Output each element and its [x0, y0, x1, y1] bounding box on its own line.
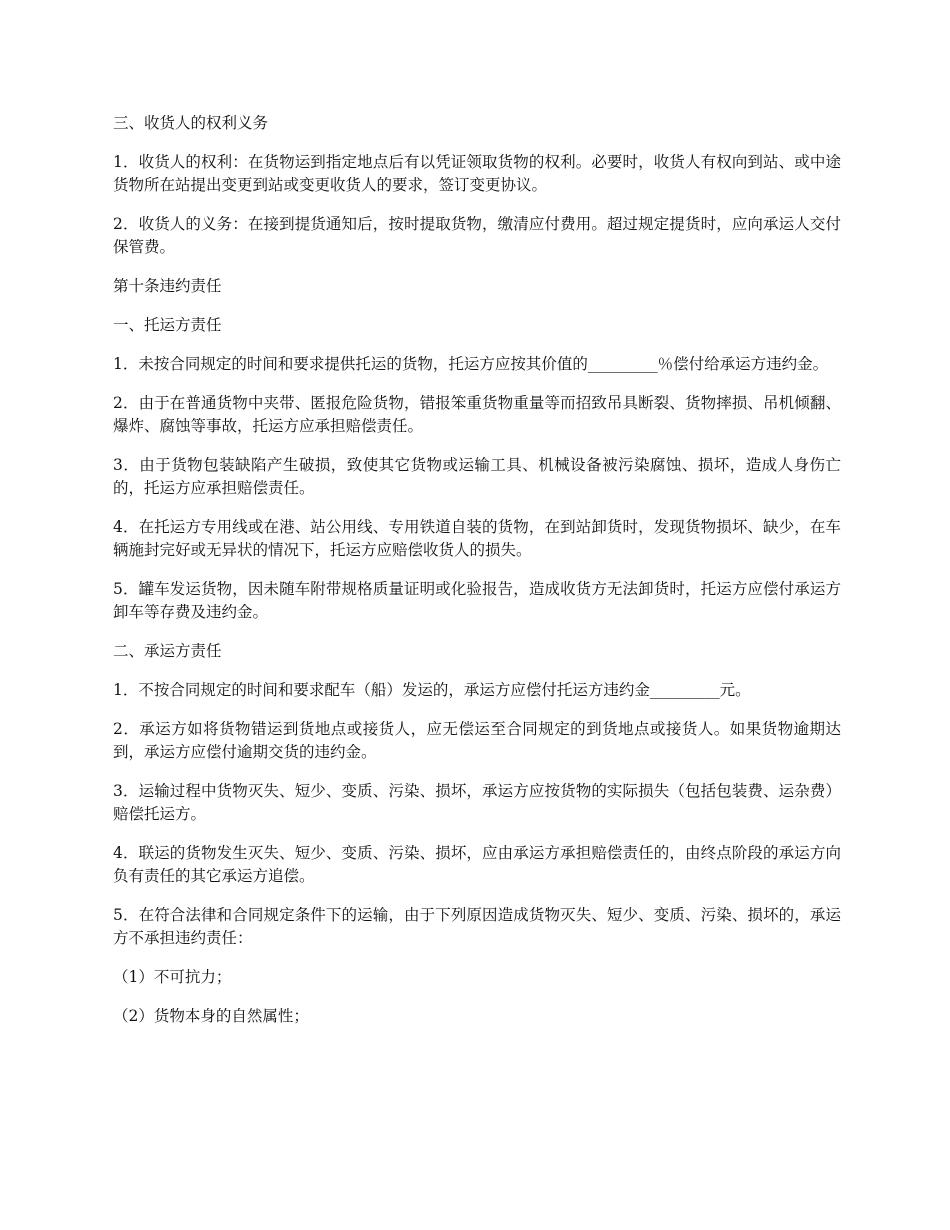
- paragraph-shipper-liability-3: 3．由于货物包装缺陷产生破损，致使其它货物或运输工具、机械设备被污染腐蚀、损坏，造成人身伤亡的，托运方应承担赔偿责任。: [113, 456, 841, 497]
- paragraph-consignee-rights: 1．收货人的权利：在货物运到指定地点后有以凭证领取货物的权利。必要时，收货人有权向到站、或中途货物所在站提出变更到站或变更收货人的要求，签订变更协议。: [113, 153, 841, 194]
- list-item-force-majeure: （1）不可抗力；: [113, 968, 232, 986]
- paragraph-carrier-liability-2: 2．承运方如将货物错运到货地点或接货人，应无偿运至合同规定的到货地点或接货人。如果货物逾期达到，承运方应偿付逾期交货的违约金。: [113, 720, 841, 761]
- article-heading-breach-liability: 第十条违约责任: [113, 277, 222, 295]
- paragraph-shipper-liability-1: 1．未按合同规定的时间和要求提供托运的货物，托运方应按其价值的_________％偿付给承运方违约金。: [113, 355, 829, 373]
- section-heading-shipper-liability: 一、托运方责任: [113, 316, 222, 334]
- section-heading-carrier-liability: 二、承运方责任: [113, 642, 222, 660]
- paragraph-shipper-liability-5: 5．罐车发运货物，因未随车附带规格质量证明或化验报告，造成收货方无法卸货时，托运方应偿付承运方卸车等存费及违约金。: [113, 580, 841, 621]
- section-heading-consignee-rights: 三、收货人的权利义务: [113, 114, 269, 132]
- paragraph-carrier-liability-3: 3．运输过程中货物灭失、短少、变质、污染、损坏，承运方应按货物的实际损失（包括包装费、运杂费）赔偿托运方。: [113, 782, 841, 823]
- paragraph-carrier-liability-4: 4．联运的货物发生灭失、短少、变质、污染、损坏，应由承运方承担赔偿责任的，由终点阶段的承运方向负有责任的其它承运方追偿。: [113, 844, 841, 885]
- paragraph-carrier-liability-1: 1．不按合同规定的时间和要求配车（船）发运的，承运方应偿付托运方违约金_________元。: [113, 681, 751, 699]
- list-item-natural-property: （2）货物本身的自然属性；: [113, 1007, 309, 1025]
- paragraph-shipper-liability-2: 2．由于在普通货物中夹带、匿报危险货物，错报笨重货物重量等而招致吊具断裂、货物摔损、吊机倾翻、爆炸、腐蚀等事故，托运方应承担赔偿责任。: [113, 394, 841, 435]
- paragraph-shipper-liability-4: 4．在托运方专用线或在港、站公用线、专用铁道自装的货物，在到站卸货时，发现货物损坏、缺少，在车辆施封完好或无异状的情况下，托运方应赔偿收货人的损失。: [113, 518, 841, 559]
- paragraph-consignee-obligations: 2．收货人的义务：在接到提货通知后，按时提取货物，缴清应付费用。超过规定提货时，应向承运人交付保管费。: [113, 215, 841, 256]
- paragraph-carrier-liability-5: 5．在符合法律和合同规定条件下的运输，由于下列原因造成货物灭失、短少、变质、污染、损坏的，承运方不承担违约责任：: [113, 906, 841, 947]
- document-page: [113, 112, 841, 1044]
